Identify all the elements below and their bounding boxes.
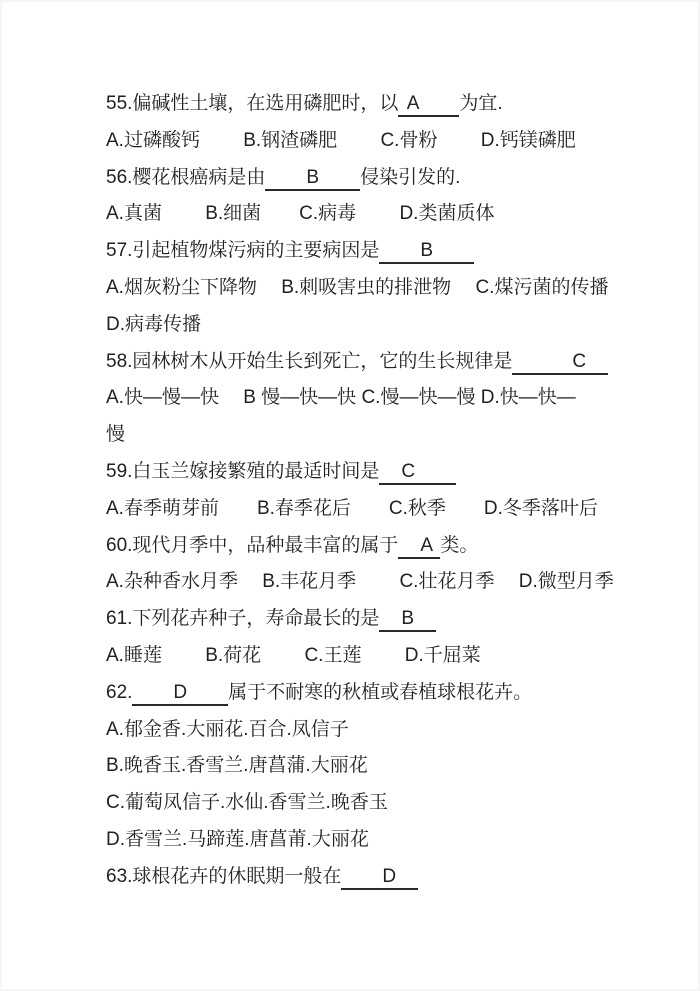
text-segment: 56.樱花根癌病是由 — [106, 166, 266, 188]
text-line — [106, 196, 670, 233]
text-segment: A.过磷酸钙 B.钢渣磷肥 C.骨粉 D.钙镁磷肥 — [106, 129, 576, 151]
text-segment: A.快—慢—快 B 慢—快—快 C.慢—快—慢 D.快—快— — [106, 387, 576, 409]
text-line — [106, 307, 670, 344]
text-segment: 55.偏碱性土壤，在选用磷肥时，以 — [106, 93, 399, 114]
text-segment: A.杂种香水月季 B.丰花月季 C.壮花月季 D.微型月季 — [106, 571, 614, 593]
text-line — [106, 528, 670, 565]
text-segment: 60.现代月季中，品种最丰富的属于 — [106, 534, 399, 556]
text-line — [106, 123, 670, 160]
text-line — [106, 564, 670, 601]
text-line — [106, 270, 670, 307]
text-segment: A.真菌 B.细菌 C.病毒 D.类菌质体 — [106, 203, 495, 225]
text-segment: 类。 — [440, 534, 479, 556]
text-segment: C.葡萄凤信子.水仙.香雪兰.晚香玉 — [106, 792, 388, 814]
text-segment: 为宜. — [459, 93, 503, 114]
text-line — [106, 601, 670, 638]
text-line — [106, 233, 670, 270]
text-segment: B.晚香玉.香雪兰.唐菖蒲.大丽花 — [106, 755, 368, 777]
answer-blank: B — [379, 240, 474, 264]
text-line — [106, 638, 670, 675]
text-segment: A.春季萌芽前 B.春季花后 C.秋季 D.冬季落叶后 — [106, 497, 598, 519]
text-segment: 侵染引发的. — [360, 166, 461, 188]
answer-blank: A — [398, 535, 440, 559]
text-segment: A.睡莲 B.荷花 C.王莲 D.千屈菜 — [106, 644, 481, 666]
answer-blank: C — [379, 461, 456, 485]
text-segment: 慢 — [106, 424, 126, 446]
text-segment: A.烟灰粉尘下降物 B.刺吸害虫的排泄物 C.煤污菌的传播 — [106, 276, 609, 298]
answer-blank: D — [132, 682, 228, 706]
text-line — [106, 344, 670, 381]
text-line — [106, 748, 670, 785]
text-line — [106, 675, 670, 712]
question-list — [106, 86, 670, 896]
text-line — [106, 454, 670, 491]
text-line — [106, 859, 670, 896]
answer-blank: B — [265, 167, 360, 191]
answer-blank: A — [398, 93, 459, 117]
text-line — [106, 822, 670, 859]
text-line — [106, 417, 670, 454]
answer-blank: C — [512, 351, 608, 375]
text-segment: 57.引起植物煤污病的主要病因是 — [106, 240, 380, 262]
text-line — [106, 160, 670, 197]
text-segment: 62. — [106, 681, 133, 703]
answer-blank: B — [379, 608, 436, 632]
text-line — [106, 785, 670, 822]
text-segment: 61.下列花卉种子，寿命最长的是 — [106, 608, 380, 630]
text-segment: D.病毒传播 — [106, 313, 202, 335]
text-segment: D.香雪兰.马蹄莲.唐菖莆.大丽花 — [106, 828, 369, 850]
text-segment: 58.园林树木从开始生长到死亡，它的生长规律是 — [106, 350, 513, 372]
text-line — [106, 712, 670, 749]
text-segment: 属于不耐寒的秋植或春植球根花卉。 — [228, 681, 533, 703]
text-line — [106, 491, 670, 528]
text-segment: 59.白玉兰嫁接繁殖的最适时间是 — [106, 460, 380, 482]
text-segment: A.郁金香.大丽花.百合.凤信子 — [106, 718, 349, 740]
text-line — [106, 86, 670, 123]
answer-blank: D — [341, 866, 418, 890]
text-segment: 63.球根花卉的休眠期一般在 — [106, 865, 342, 887]
text-line — [106, 380, 670, 417]
